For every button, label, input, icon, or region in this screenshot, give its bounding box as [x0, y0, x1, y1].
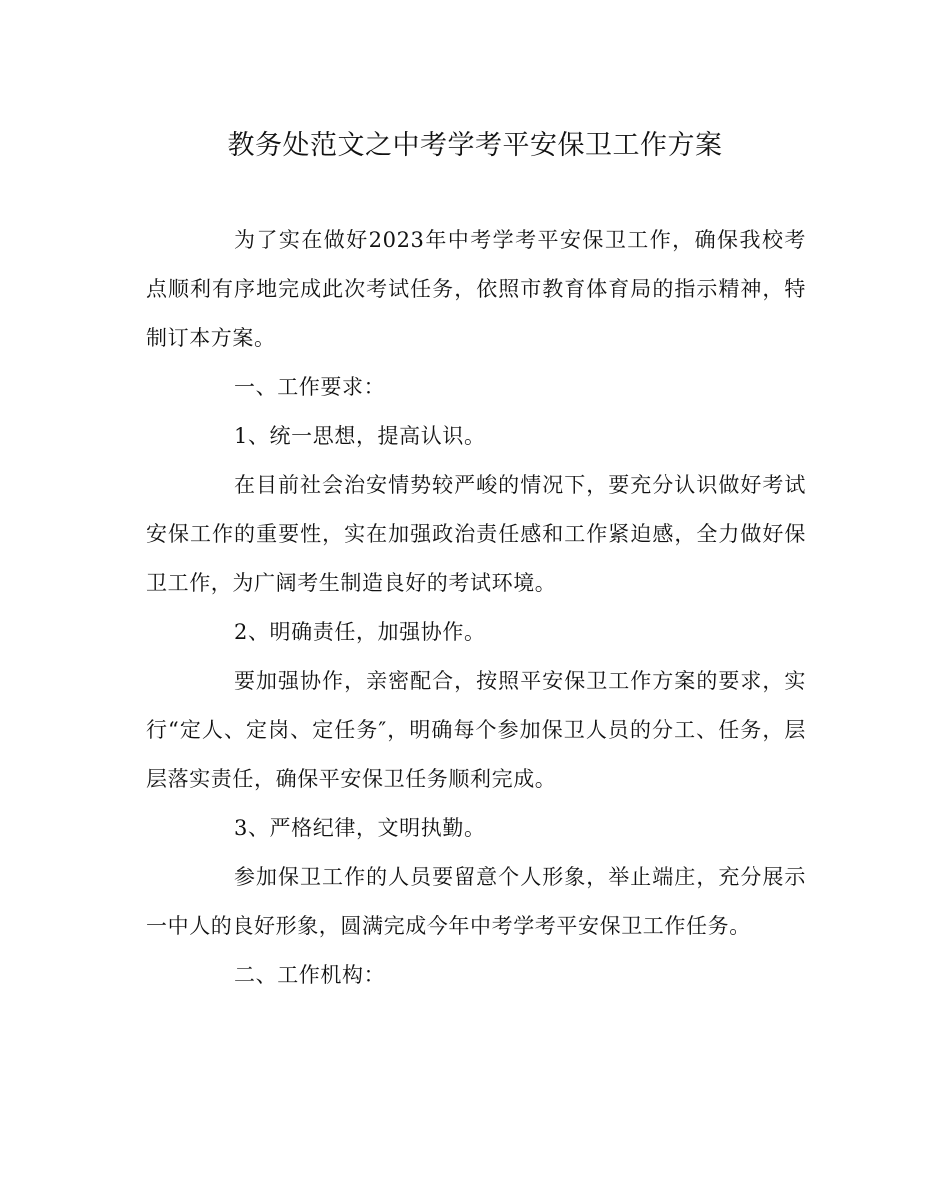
subheading-clarify-responsibility: 2、明确责任，加强协作。 [234, 620, 486, 644]
paragraph-personal-image: 参加保卫工作的人员要留意个人形象，举止端庄，充分展示一中人的良好形象，圆满完成今年中考学考平安保卫工作任务。 [146, 865, 806, 938]
paragraph-security-importance: 在目前社会治安情势较严峻的情况下，要充分认识做好考试安保工作的重要性，实在加强政治责任感和工作紧迫感，全力做好保卫工作，为广阔考生制造良好的考试环境。 [146, 473, 806, 595]
subheading-unify-thinking: 1、统一思想，提高认识。 [234, 424, 486, 448]
document-title: 教务处范文之中考学考平安保卫工作方案 [227, 130, 723, 161]
subheading-strict-discipline: 3、严格纪律，文明执勤。 [234, 816, 486, 840]
section-heading-requirements: 一、工作要求： [234, 375, 386, 399]
section-heading-organization: 二、工作机构： [234, 963, 386, 987]
paragraph-cooperation: 要加强协作，亲密配合，按照平安保卫工作方案的要求，实行“定人、定岗、定任务″，明确每个参加保卫人员的分工、任务，层层落实责任，确保平安保卫任务顺利完成。 [146, 669, 806, 791]
intro-paragraph: 为了实在做好2023年中考学考平安保卫工作，确保我校考点顺利有序地完成此次考试任务，依照市教育体育局的指示精神，特制订本方案。 [146, 228, 806, 350]
document-body [146, 216, 806, 1000]
